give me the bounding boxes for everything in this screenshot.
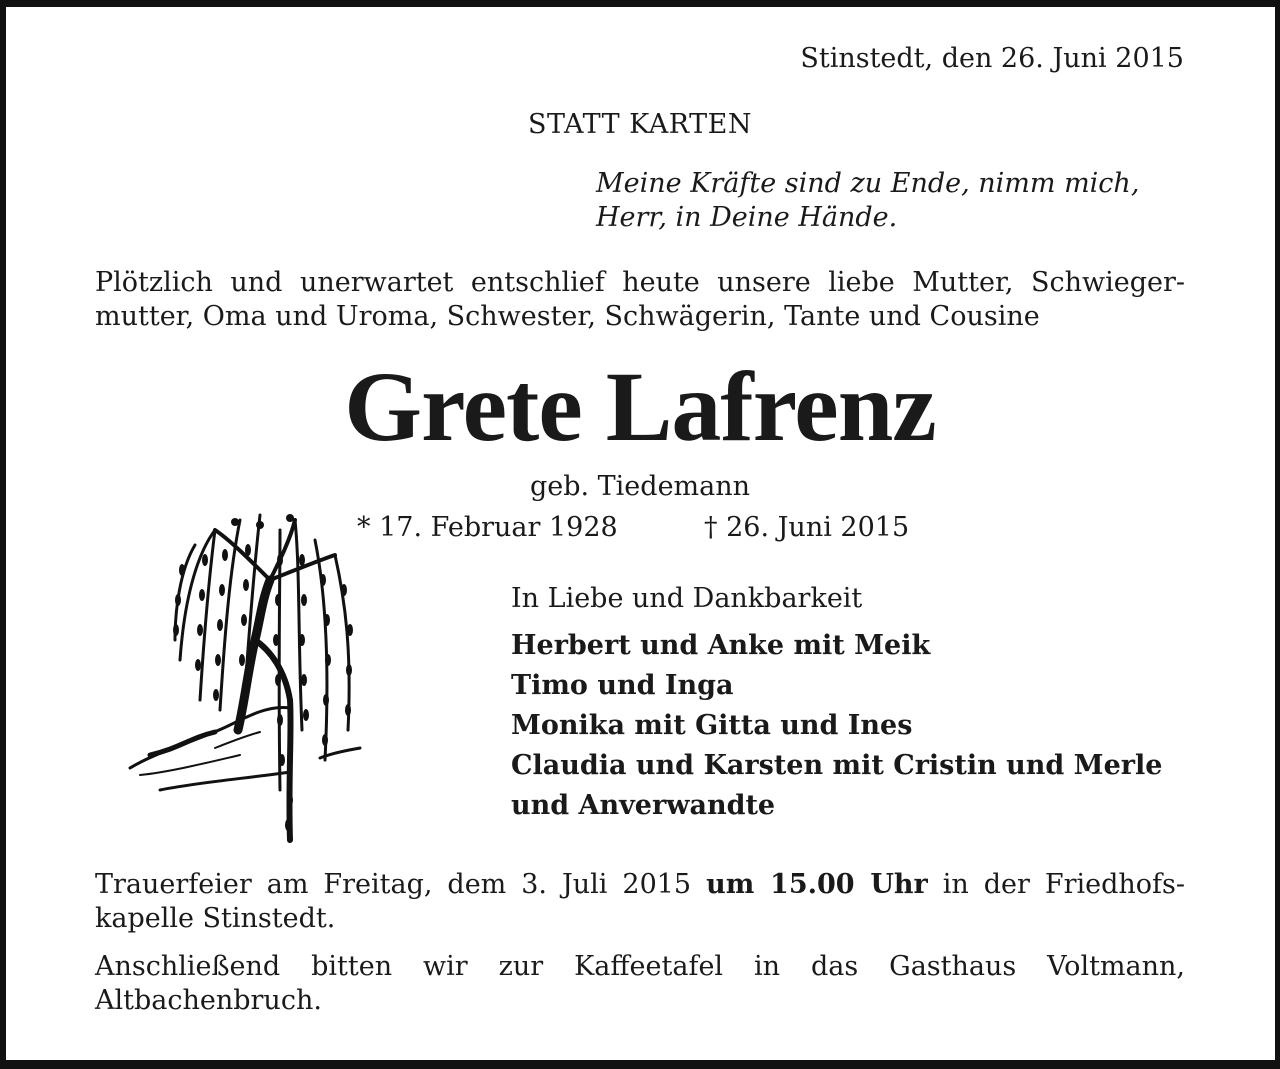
weeping-willow-icon — [120, 500, 370, 850]
death-date: † 26. Juni 2015 — [704, 512, 910, 543]
birth-date: * 17. Februar 1928 — [357, 512, 618, 543]
mourner-entry: Timo und Inga — [511, 670, 734, 701]
statt-karten: STATT KARTEN — [528, 109, 752, 140]
mourners-list — [511, 626, 1162, 826]
mourner-entry: und Anverwandte — [511, 790, 776, 821]
funeral-place-text: in der Friedhofs- — [942, 869, 1186, 900]
thanks-line: In Liebe und Dankbarkeit — [511, 583, 863, 614]
place-date: Stinstedt, den 26. Juni 2015 — [800, 43, 1184, 74]
reception-info — [95, 950, 1185, 1018]
quote-line: Meine Kräfte sind zu Ende, nimm mich, — [596, 168, 1140, 199]
funeral-info — [95, 868, 1185, 936]
funeral-date-text: Trauerfeier am Freitag, dem 3. Juli 2015 — [95, 869, 692, 900]
intro-text — [95, 266, 1185, 334]
funeral-line — [95, 868, 1185, 902]
intro-line: Plötzlich und unerwartet entschlief heute unsere liebe Mutter, Schwieger- — [95, 267, 1185, 298]
intro-line: mutter, Oma und Uroma, Schwester, Schwägerin, Tante und Cousine — [95, 301, 1040, 332]
mourner-entry: Monika mit Gitta und Ines — [511, 710, 913, 741]
quote-line: Herr, in Deine Hände. — [596, 202, 898, 233]
mourner-entry: Claudia und Karsten mit Cristin und Merle — [511, 750, 1163, 781]
reception-line: Altbachenbruch. — [95, 985, 322, 1016]
deceased-name: Grete Lafrenz — [344, 351, 936, 462]
reception-line: Anschließend bitten wir zur Kaffeetafel in das Gasthaus Voltmann, — [95, 951, 1185, 982]
funeral-line: kapelle Stinstedt. — [95, 903, 336, 934]
birth-name: geb. Tiedemann — [529, 471, 751, 502]
bible-quote — [596, 167, 1139, 235]
funeral-time: um 15.00 Uhr — [706, 869, 928, 900]
mourner-entry: Herbert und Anke mit Meik — [511, 630, 931, 661]
